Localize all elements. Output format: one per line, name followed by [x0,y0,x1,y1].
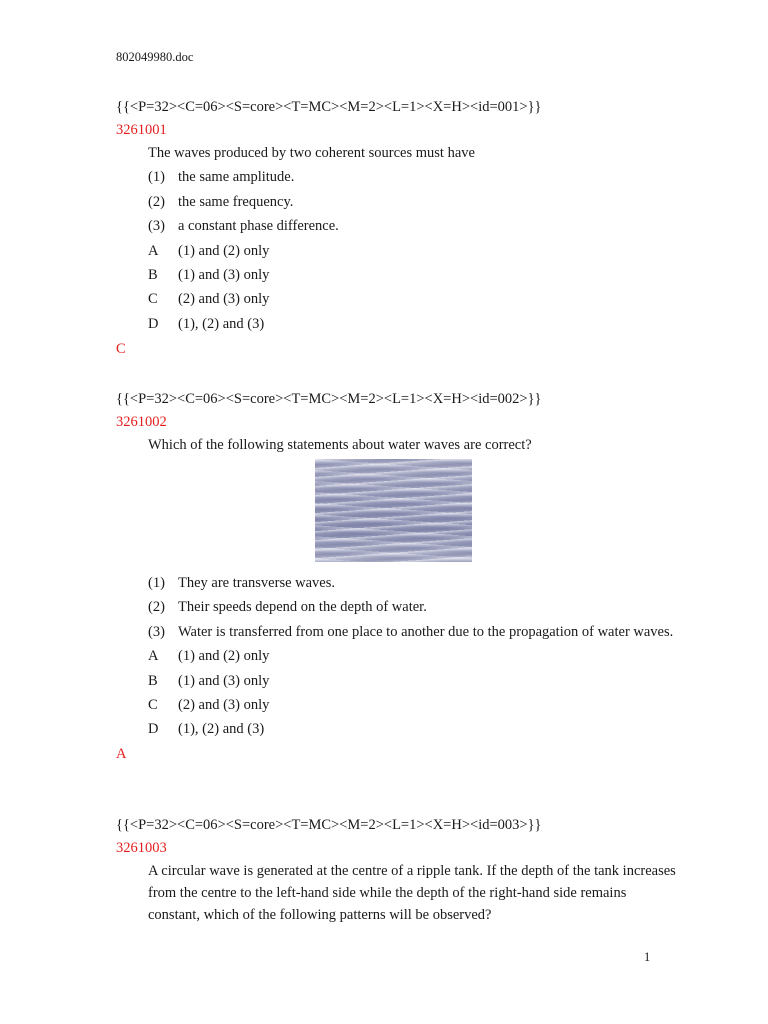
answer-key: C [116,340,126,357]
option-key: C [148,291,158,308]
question-stem: Which of the following statements about water waves are correct? [148,437,532,453]
option-text: (1) and (3) only [178,266,270,283]
option-key: D [148,315,159,332]
option-a [148,240,676,262]
option-c [148,288,676,310]
question-meta: {{<P=32><C=06><S=core><T=MC><M=2><L=1><X=H><id=001>}} [116,99,542,115]
option-key: B [148,266,158,283]
option-c [148,694,676,716]
statement-text: They are transverse waves. [178,575,336,591]
option-b [148,264,676,286]
statement-key: (3) [148,218,165,235]
question-block-1 [116,98,676,358]
statement-key: (1) [148,575,165,591]
statement-text: the same amplitude. [178,169,295,186]
statement-text: Their speeds depend on the depth of water. [178,599,427,616]
question-id: 3261002 [116,414,167,430]
option-text: (1) and (3) only [178,672,270,689]
statement-3 [148,621,676,643]
question-id: 3261003 [116,840,167,856]
option-text: (1) and (2) only [178,648,270,665]
statement-text: a constant phase difference. [178,218,339,235]
question-meta: {{<P=32><C=06><S=core><T=MC><M=2><L=1><X=H><id=003>}} [116,817,542,833]
statement-key: (2) [148,599,165,616]
statement-key: (2) [148,193,165,210]
option-key: B [148,672,158,689]
statement-text: the same frequency. [178,193,294,210]
statement-1 [148,166,676,188]
option-text: (1), (2) and (3) [178,721,265,738]
statement-2 [148,191,676,213]
statement-1 [148,572,676,594]
statement-key: (3) [148,623,165,640]
option-text: (1) and (2) only [178,242,270,259]
option-key: C [148,696,158,713]
option-key: D [148,721,159,738]
question-block-2 [116,390,676,763]
answer-key: A [116,746,127,763]
option-text: (2) and (3) only [178,696,270,713]
document-file-name: 802049980.doc [116,50,194,64]
option-text: (2) and (3) only [178,291,270,308]
question-meta: {{<P=32><C=06><S=core><T=MC><M=2><L=1><X=H><id=002>}} [116,391,542,407]
question-id: 3261001 [116,122,167,138]
question-stem: A circular wave is generated at the centre of a ripple tank. If the depth of the tank increases from the centre to the left-hand side while the depth of the right-hand side remains constant, which of the following patterns will be observed? [148,863,676,923]
statement-key: (1) [148,169,165,186]
question-block-3 [116,816,676,926]
option-text: (1), (2) and (3) [178,315,265,332]
statement-2 [148,596,676,618]
water-waves-photo [315,459,472,562]
option-d [148,313,676,335]
statement-text: Water is transferred from one place to another due to the propagation of water waves. [178,623,674,640]
option-a [148,645,676,667]
option-b [148,670,676,692]
page-number: 1 [644,950,651,964]
option-key: A [148,242,159,259]
option-d [148,718,676,740]
statement-3 [148,215,676,237]
option-key: A [148,648,159,665]
question-stem: The waves produced by two coherent sources must have [148,145,475,161]
